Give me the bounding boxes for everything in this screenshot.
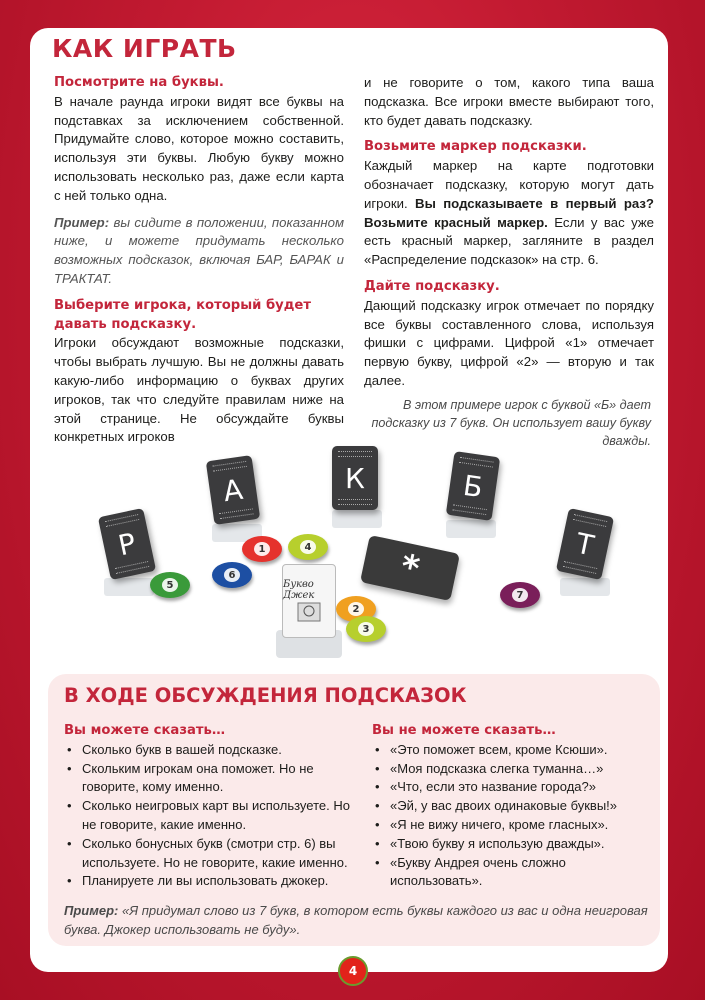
list-item: • «Букву Андрея очень сложно использовать». [372,854,648,892]
chip-number: 6 [224,568,240,582]
cannot-say-list [372,741,648,891]
page-number: 4 [338,956,368,986]
chip-number: 2 [348,602,364,616]
list-item: • «Эй, у вас двоих одинаковые буквы!» [372,797,648,816]
number-chip [150,572,190,598]
chip-number: 3 [358,622,374,636]
chip-number: 5 [162,578,178,592]
joker-face-icon [296,601,322,623]
list-item: • Сколько букв в вашей подсказке. [64,741,364,760]
discussion-title: В ХОДЕ ОБСУЖДЕНИЯ ПОДСКАЗОК [64,684,467,707]
list-item: • «Моя подсказка слегка туманна…» [372,760,648,779]
paragraph-choose-player: Игроки обсуждают возможные подсказки, чтобы выбрать лучшую. Вы не должны давать какую-либо информацию о буквах других игроков, так что следуйте правилам ниже на этой странице. Не обсуждайте буквы конкретных игроков [54,335,344,445]
letter-card: А [206,455,260,525]
card-stand [560,578,610,596]
heading-look-letters: Посмотрите на буквы. [54,75,224,90]
card-stand [332,510,382,528]
wildcard-tile: * [360,535,460,601]
number-chip [242,536,282,562]
example-body: вы сидите в положении, показанном ниже, и можете придумать несколько возможных подсказок, включая БАР, БАРАК и ТРАКТАТ. [54,214,344,286]
left-column [54,74,344,447]
letter-card: Б [446,451,500,521]
chip-number: 1 [254,542,270,556]
cannot-say-column [372,722,648,891]
heading-take-marker: Возьмите маркер подсказки. [364,139,587,155]
paragraph-give-clue: Дающий подсказку игрок отмечает по порядку все буквы составленного слова, используя фишки с цифрами. Цифрой «1» отмечает первую букву, цифрой «2» — вторую и так далее. [364,297,654,388]
list-item: • Сколько бонусных букв (смотри стр. 6) вы используете. Но не говорите, какие именно. [64,835,364,873]
number-chip [346,616,386,642]
discussion-example-label: Пример: [64,903,119,918]
letter-card: Т [556,508,614,580]
paragraph-continue: и не говорите о том, какого типа ваша подсказка. Все игроки вместе выбирают того, кто будет давать подсказку. [364,75,654,128]
card-stand [104,578,154,596]
heading-give-clue: Дайте подсказку. [364,278,500,294]
chip-number: 7 [512,588,528,602]
list-item: • «Я не вижу ничего, кроме гласных». [372,816,648,835]
page-title: КАК ИГРАТЬ [52,34,237,63]
list-item: • «Твою букву я использую дважды». [372,835,648,854]
can-say-heading: Вы можете сказать… [64,723,226,738]
list-item: • «Это поможет всем, кроме Ксюши». [372,741,648,760]
number-chip [212,562,252,588]
discussion-example-body: «Я придумал слово из 7 букв, в котором есть буквы каждого из вас и одна неигровая буква. Джокер использовать не буду». [64,903,648,937]
cannot-say-heading: Вы не можете сказать… [372,723,556,738]
example-illustration [0,440,705,670]
list-item: • Планируете ли вы использовать джокер. [64,872,364,891]
example-caption: В этом примере игрок с буквой «Б» дает подсказку из 7 букв. Он использует вашу букву дважды. [371,398,651,448]
paragraph-take-marker [364,157,654,270]
number-chip [500,582,540,608]
letter-card: К [332,446,378,510]
marker-text-bold: Вы подсказываете в первый раз? Возьмите красный маркер. [364,195,654,230]
discussion-example [64,902,650,939]
marker-text-c: Если у вас уже есть красный маркер, загляните в раздел «Распределение подсказок» на стр. 6. [364,214,654,268]
joker-logo: Бyкво Джек [283,579,315,601]
joker-card [282,564,336,638]
can-say-column [64,722,364,891]
example-text [54,214,344,289]
heading-choose-player: Выберите игрока, который будет давать подсказку. [54,297,312,332]
can-say-list [64,741,364,891]
chip-number: 4 [300,540,316,554]
list-item: • Сколько неигровых карт вы используете. Но не говорите, какие именно. [64,797,364,835]
letter-card: Р [98,508,156,580]
marker-text-a: Каждый маркер на карте подготовки обозначает подсказку, которую могут дать игроки. [364,158,654,211]
example-label: Пример: [54,214,110,230]
number-chip [288,534,328,560]
right-column [364,74,654,391]
list-item: • «Что, если это название города?» [372,778,648,797]
card-stand [446,520,496,538]
paragraph-look-letters: В начале раунда игроки видят все буквы на подставках за исключением собственной. Придумайте слово, которое можно составить, используя эти буквы. Любую букву можно использовать несколько раз, даже если карта с ней только одна. [54,93,344,203]
list-item: • Скольким игрокам она поможет. Но не говорите, кому именно. [64,760,364,798]
